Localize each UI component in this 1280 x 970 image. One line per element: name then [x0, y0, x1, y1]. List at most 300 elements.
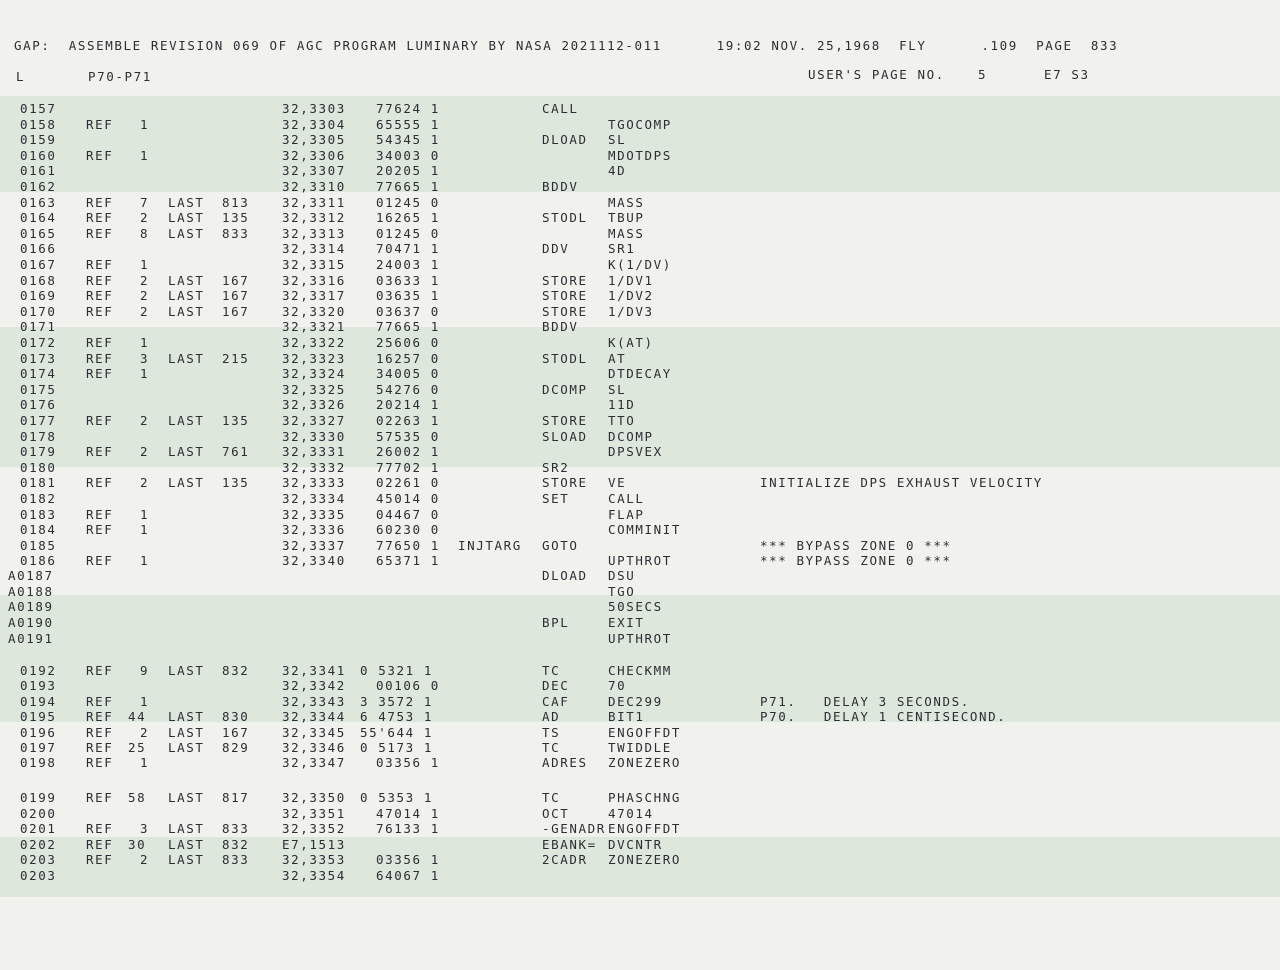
listing-tag: E7 S3 [1044, 67, 1090, 82]
last-page: 135 [222, 413, 250, 428]
operand: TBUP [608, 210, 645, 226]
listing-row [0, 163, 1280, 179]
octal-word: 77624 1 [376, 101, 440, 116]
listing-row [0, 335, 1280, 351]
ref-count: 7 [140, 194, 150, 210]
address: 32,3343 [282, 693, 346, 709]
ref-label: REF [86, 553, 114, 569]
ref-count: 1 [140, 366, 150, 382]
line-number: 0174 [20, 366, 57, 382]
comment: INITIALIZE DPS EXHAUST VELOCITY [760, 475, 1043, 491]
ref-label: REF [86, 413, 114, 428]
opcode: STODL [542, 210, 588, 226]
ref-count: 9 [140, 663, 150, 678]
operand: DTDECAY [608, 366, 672, 382]
octal-word: 20214 1 [376, 397, 440, 413]
ref-label: REF [86, 194, 114, 210]
address: 32,3310 [282, 179, 346, 194]
opcode: -GENADR [542, 821, 606, 837]
address: 32,3354 [282, 868, 346, 883]
listing-row [0, 584, 1280, 600]
octal-word: 24003 1 [376, 257, 440, 272]
last-label: LAST [168, 444, 205, 460]
ref-label: REF [86, 740, 114, 755]
address: 32,3306 [282, 147, 346, 163]
address: 32,3304 [282, 116, 346, 132]
listing-row [0, 257, 1280, 273]
line-number: 0203 [20, 852, 57, 868]
line-number: 0202 [20, 836, 57, 852]
operand: DPSVEX [608, 444, 663, 460]
listing-row [0, 522, 1280, 538]
last-label: LAST [168, 821, 205, 837]
address: 32,3337 [282, 537, 346, 553]
line-number: 0194 [20, 693, 57, 709]
ref-count: 2 [140, 724, 150, 740]
opcode: EBANK= [542, 836, 597, 852]
line-number: 0157 [20, 101, 57, 116]
line-number: 0160 [20, 147, 57, 163]
line-number: A0190 [8, 615, 54, 631]
last-label: LAST [168, 852, 205, 868]
address: 32,3346 [282, 740, 346, 755]
last-label: LAST [168, 194, 205, 210]
operand: BIT1 [608, 709, 645, 725]
operand: 50SECS [608, 599, 663, 615]
address: 32,3323 [282, 350, 346, 366]
address: 32,3322 [282, 335, 346, 350]
last-page: 832 [222, 663, 250, 678]
comment: P70. DELAY 1 CENTISECOND. [760, 709, 1007, 725]
listing-row [0, 837, 1280, 853]
octal-word: 55'644 1 [360, 724, 434, 740]
address: 32,3311 [282, 194, 346, 210]
address: 32,3350 [282, 790, 346, 805]
address: 32,3312 [282, 210, 346, 226]
line-number: A0191 [8, 630, 54, 646]
operand: UPTHROT [608, 630, 672, 646]
last-label: LAST [168, 663, 205, 678]
line-number: 0176 [20, 397, 57, 413]
address: 32,3316 [282, 272, 346, 288]
line-number: 0199 [20, 790, 57, 805]
comment: *** BYPASS ZONE 0 *** [760, 537, 952, 553]
operand: MASS [608, 194, 645, 210]
operand: TTO [608, 413, 636, 428]
operand: 1/DV2 [608, 288, 654, 304]
listing-row [0, 101, 1280, 117]
line-number: 0201 [20, 821, 57, 837]
listing-row [0, 241, 1280, 257]
line-number: 0171 [20, 319, 57, 335]
listing-row [0, 491, 1280, 507]
ref-count: 44 [128, 709, 147, 725]
line-number: 0179 [20, 444, 57, 460]
octal-word: 16257 0 [376, 350, 440, 366]
ref-label: REF [86, 147, 114, 163]
last-page: 830 [222, 709, 250, 725]
last-page: 829 [222, 740, 250, 755]
opcode: BDDV [542, 319, 579, 335]
listing-row [0, 397, 1280, 413]
listing-row [0, 304, 1280, 320]
operand: K(1/DV) [608, 257, 672, 272]
octal-word: 54345 1 [376, 132, 440, 148]
last-page: 833 [222, 821, 250, 837]
opcode: BDDV [542, 179, 579, 194]
operand: MDOTDPS [608, 147, 672, 163]
listing-row [0, 709, 1280, 725]
opcode: STORE [542, 288, 588, 304]
ref-count: 30 [128, 836, 147, 852]
listing-row [0, 273, 1280, 289]
line-number: 0193 [20, 678, 57, 694]
address: 32,3344 [282, 709, 346, 725]
listing-row [0, 382, 1280, 398]
last-label: LAST [168, 836, 205, 852]
listing-row [0, 507, 1280, 523]
operand: ZONEZERO [608, 852, 682, 868]
last-page: 167 [222, 272, 250, 288]
last-label: LAST [168, 740, 205, 755]
octal-word: 03633 1 [376, 272, 440, 288]
paper-band [0, 897, 1280, 970]
listing-row [0, 210, 1280, 226]
listing-row [0, 868, 1280, 884]
listing-row [0, 631, 1280, 647]
opcode: STORE [542, 413, 588, 428]
address: 32,3334 [282, 491, 346, 506]
address: 32,3305 [282, 132, 346, 148]
opcode: AD [542, 709, 561, 725]
address: 32,3333 [282, 475, 346, 491]
ref-count: 2 [140, 444, 150, 460]
last-label: LAST [168, 475, 205, 491]
last-label: LAST [168, 724, 205, 740]
operand: SL [608, 132, 627, 148]
operand: AT [608, 350, 627, 366]
line-number: 0197 [20, 740, 57, 755]
line-number: 0167 [20, 257, 57, 272]
line-number: 0184 [20, 522, 57, 538]
octal-word: 70471 1 [376, 241, 440, 257]
operand: 1/DV1 [608, 272, 654, 288]
opcode: STORE [542, 475, 588, 491]
listing-row [0, 599, 1280, 615]
octal-word: 00106 0 [376, 678, 440, 694]
last-label: LAST [168, 790, 205, 805]
octal-word: 02261 0 [376, 475, 440, 491]
section-name: P70-P71 [88, 69, 152, 84]
address: 32,3317 [282, 288, 346, 304]
listing-row [0, 226, 1280, 242]
octal-word: 03356 1 [376, 852, 440, 868]
octal-word: 54276 0 [376, 381, 440, 397]
address: 32,3314 [282, 241, 346, 257]
octal-word: 03356 1 [376, 755, 440, 771]
listing-row [0, 117, 1280, 133]
comment: *** BYPASS ZONE 0 *** [760, 553, 952, 569]
octal-word: 65555 1 [376, 116, 440, 132]
listing-row [0, 132, 1280, 148]
ref-label: REF [86, 790, 114, 805]
operand: FLAP [608, 506, 645, 522]
listing-row [0, 615, 1280, 631]
address: 32,3320 [282, 303, 346, 319]
line-number: 0166 [20, 241, 57, 257]
listing-row [0, 806, 1280, 822]
ref-label: REF [86, 506, 114, 522]
opcode: DDV [542, 241, 570, 257]
octal-word: 77650 1 [376, 537, 440, 553]
listing-header: GAP: ASSEMBLE REVISION 069 OF AGC PROGRAM LUMINARY BY NASA 2021112-011 19:02 NOV. 25,1968 FLY .109 PAGE 833 [14, 38, 1119, 53]
operand: ZONEZERO [608, 755, 682, 771]
opcode: STORE [542, 303, 588, 319]
ref-label: REF [86, 225, 114, 241]
ref-label: REF [86, 709, 114, 725]
octal-word: 0 5353 1 [360, 790, 434, 805]
opcode: SET [542, 491, 570, 506]
listing-row [0, 852, 1280, 868]
octal-word: 77665 1 [376, 179, 440, 194]
ref-count: 1 [140, 335, 150, 350]
opcode: ADRES [542, 755, 588, 771]
operand: CALL [608, 491, 645, 506]
operand: PHASCHNG [608, 790, 682, 805]
octal-word: 64067 1 [376, 868, 440, 883]
ref-label: REF [86, 836, 114, 852]
line-number: 0173 [20, 350, 57, 366]
operand: DCOMP [608, 428, 654, 444]
opcode: TC [542, 790, 561, 805]
listing-column-label: L [16, 69, 26, 84]
ref-count: 2 [140, 413, 150, 428]
octal-word: 03635 1 [376, 288, 440, 304]
line-number: 0162 [20, 179, 57, 194]
line-number: 0170 [20, 303, 57, 319]
line-number: A0187 [8, 568, 54, 583]
line-number: 0161 [20, 163, 57, 179]
opcode: OCT [542, 805, 570, 821]
ref-label: REF [86, 257, 114, 272]
line-number: 0165 [20, 225, 57, 241]
last-page: 832 [222, 836, 250, 852]
operand: COMMINIT [608, 522, 682, 538]
listing-row [0, 195, 1280, 211]
octal-word: 04467 0 [376, 506, 440, 522]
operand: VE [608, 475, 627, 491]
operand: SR1 [608, 241, 636, 257]
listing-row [0, 821, 1280, 837]
operand: ENGOFFDT [608, 821, 682, 837]
address: E7,1513 [282, 836, 346, 852]
opcode: TC [542, 663, 561, 678]
octal-word: 65371 1 [376, 553, 440, 569]
ref-count: 1 [140, 693, 150, 709]
line-number: 0164 [20, 210, 57, 226]
opcode: STODL [542, 350, 588, 366]
operand: DEC299 [608, 693, 663, 709]
line-number: 0158 [20, 116, 57, 132]
line-number: 0186 [20, 553, 57, 569]
listing-row [0, 755, 1280, 771]
octal-word: 34005 0 [376, 366, 440, 382]
octal-word: 16265 1 [376, 210, 440, 226]
ref-label: REF [86, 116, 114, 132]
address: 32,3331 [282, 444, 346, 460]
last-label: LAST [168, 225, 205, 241]
octal-word: 77702 1 [376, 459, 440, 475]
line-number: 0196 [20, 724, 57, 740]
line-number: 0159 [20, 132, 57, 148]
operand: 4D [608, 163, 627, 179]
last-page: 833 [222, 852, 250, 868]
opcode: TC [542, 740, 561, 755]
octal-word: 03637 0 [376, 303, 440, 319]
address: 32,3351 [282, 805, 346, 821]
address: 32,3307 [282, 163, 346, 179]
ref-label: REF [86, 852, 114, 868]
line-number: A0188 [8, 583, 54, 599]
ref-label: REF [86, 335, 114, 350]
line-number: 0175 [20, 381, 57, 397]
operand: 11D [608, 397, 636, 413]
listing-row [0, 444, 1280, 460]
address: 32,3327 [282, 413, 346, 428]
listing-row [0, 538, 1280, 554]
listing-row [0, 148, 1280, 164]
ref-label: REF [86, 693, 114, 709]
listing-row [0, 429, 1280, 445]
address: 32,3324 [282, 366, 346, 382]
ref-count: 3 [140, 821, 150, 837]
opcode: DEC [542, 678, 570, 694]
line-number: 0169 [20, 288, 57, 304]
line-number: 0177 [20, 413, 57, 428]
octal-word: 01245 0 [376, 194, 440, 210]
listing-row [0, 790, 1280, 806]
octal-word: 34003 0 [376, 147, 440, 163]
last-page: 167 [222, 724, 250, 740]
operand: SL [608, 381, 627, 397]
listing-row [0, 694, 1280, 710]
ref-label: REF [86, 755, 114, 771]
opcode: TS [542, 724, 561, 740]
ref-count: 1 [140, 553, 150, 569]
line-number: 0163 [20, 194, 57, 210]
ref-label: REF [86, 821, 114, 837]
listing-row [0, 460, 1280, 476]
opcode: GOTO [542, 537, 579, 553]
last-page: 215 [222, 350, 250, 366]
octal-word: 47014 1 [376, 805, 440, 821]
ref-label: REF [86, 366, 114, 382]
listing-row [0, 288, 1280, 304]
opcode: STORE [542, 272, 588, 288]
operand: ENGOFFDT [608, 724, 682, 740]
listing-row [0, 366, 1280, 382]
operand: EXIT [608, 615, 645, 631]
ref-count: 1 [140, 147, 150, 163]
ref-count: 2 [140, 288, 150, 304]
listing-row [0, 663, 1280, 679]
operand: 47014 [608, 805, 654, 821]
line-number: 0198 [20, 755, 57, 771]
ref-count: 25 [128, 740, 147, 755]
operand: DVCNTR [608, 836, 663, 852]
address: 32,3353 [282, 852, 346, 868]
operand: MASS [608, 225, 645, 241]
octal-word: 0 5173 1 [360, 740, 434, 755]
address: 32,3303 [282, 101, 346, 116]
listing-row [0, 351, 1280, 367]
line-number: 0195 [20, 709, 57, 725]
address: 32,3335 [282, 506, 346, 522]
line-number: 0168 [20, 272, 57, 288]
last-page: 813 [222, 194, 250, 210]
listing-row [0, 319, 1280, 335]
listing-row [0, 475, 1280, 491]
address: 32,3330 [282, 428, 346, 444]
address: 32,3326 [282, 397, 346, 413]
last-label: LAST [168, 272, 205, 288]
opcode: CAF [542, 693, 570, 709]
line-number: A0189 [8, 599, 54, 615]
ref-label: REF [86, 210, 114, 226]
octal-word: 3 3572 1 [360, 693, 434, 709]
listing-row [0, 179, 1280, 195]
last-label: LAST [168, 210, 205, 226]
octal-word: 45014 0 [376, 491, 440, 506]
ref-label: REF [86, 272, 114, 288]
ref-label: REF [86, 288, 114, 304]
address: 32,3332 [282, 459, 346, 475]
address: 32,3345 [282, 724, 346, 740]
ref-label: REF [86, 303, 114, 319]
opcode: BPL [542, 615, 570, 631]
last-label: LAST [168, 288, 205, 304]
last-page: 135 [222, 210, 250, 226]
octal-word: 6 4753 1 [360, 709, 434, 725]
operand: K(AT) [608, 335, 654, 350]
opcode: SR2 [542, 459, 570, 475]
line-number: 0200 [20, 805, 57, 821]
last-label: LAST [168, 709, 205, 725]
opcode: DLOAD [542, 132, 588, 148]
octal-word: 0 5321 1 [360, 663, 434, 678]
octal-word: 25606 0 [376, 335, 440, 350]
ref-label: REF [86, 444, 114, 460]
line-number: 0172 [20, 335, 57, 350]
last-page: 833 [222, 225, 250, 241]
address: 32,3321 [282, 319, 346, 335]
octal-word: 76133 1 [376, 821, 440, 837]
line-number: 0180 [20, 459, 57, 475]
listing-row [0, 678, 1280, 694]
octal-word: 57535 0 [376, 428, 440, 444]
ref-count: 1 [140, 116, 150, 132]
ref-count: 2 [140, 210, 150, 226]
listing-row [0, 413, 1280, 429]
operand: DSU [608, 568, 636, 583]
last-page: 761 [222, 444, 250, 460]
line-number: 0178 [20, 428, 57, 444]
octal-word: 60230 0 [376, 522, 440, 538]
opcode: CALL [542, 101, 579, 116]
listing-row [0, 725, 1280, 741]
operand: TGOCOMP [608, 116, 672, 132]
operand: 1/DV3 [608, 303, 654, 319]
